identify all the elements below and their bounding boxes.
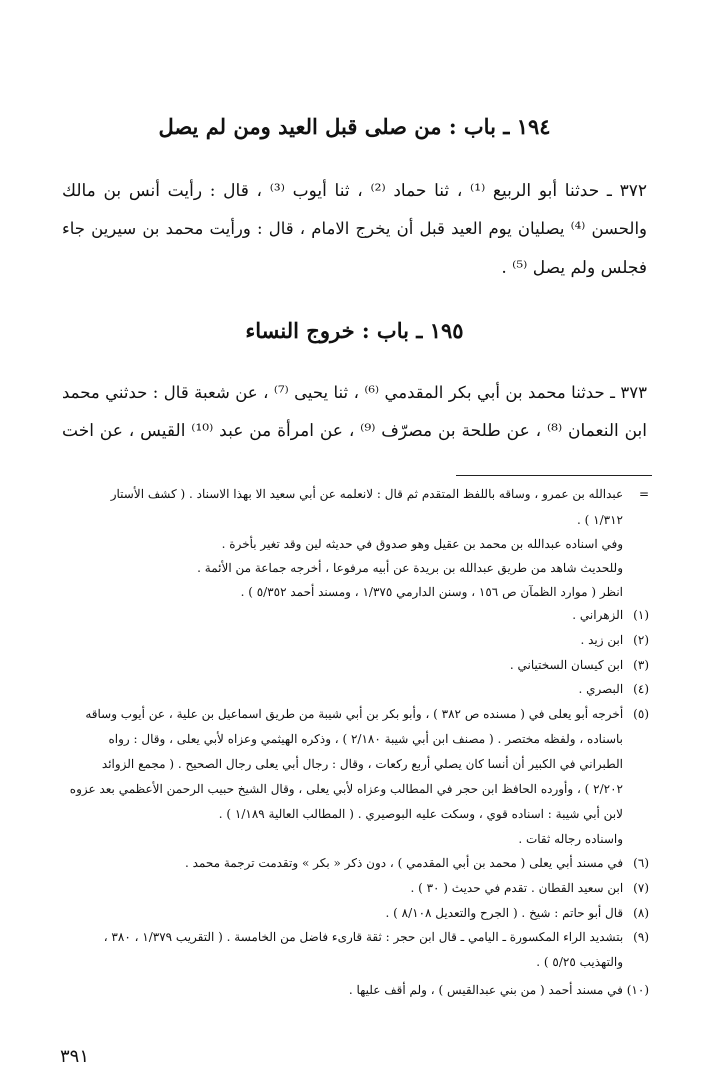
footnote-line [54, 781, 623, 797]
footnote-text: قال أبو حاتم : شيخ . ( الجرح والتعديل ٨/١٠٨ ) . [385, 906, 624, 920]
footnote-text: باسناده ، ولفظه مختصر . ( مصنف ابن أبي شيبة ٢/١٨٠ ) ، وذكره الهيثمي وعزاه لأبي يعلى ، وقال : رواه [108, 732, 623, 746]
footnote-text: عبدالله بن عمرو ، وساقه باللفظ المتقدم ثم قال : لانعلمه عن أبي سعيد الا بهذا الاسناد . ( كشف الأستار [110, 487, 624, 501]
footnote-separator [456, 475, 652, 476]
footnote-text: أخرجه أبو يعلى في ( مسنده ص ٣٨٢ ) ، وأبو بكر بن أبي شيبة من طريق اسماعيل بن علية ، عن أيوب وساقه [85, 707, 624, 721]
footnote-number: (٨) [633, 906, 649, 920]
footnote-number: (١٠) [626, 983, 649, 997]
footnote-text: في مسند أحمد ( من بني عبدالقيس ) ، ولم أقف عليها . [348, 983, 623, 997]
chapter-heading-195: ١٩٥ ـ باب : خروج النساء [245, 318, 464, 343]
footnote-text: في مسند أبي يعلى ( محمد بن أبي المقدمي ) ، دون ذكر « بكر » وتقدمت ترجمة محمد . [185, 856, 624, 870]
footnote-text: وفي اسناده عبدالله بن محمد بن عقيل وهو صدوق في حديثه لين وقد تغير بأخرة . [221, 537, 623, 551]
footnote-line [54, 560, 623, 576]
footnote-text: انظر ( موارد الظمآن ص ١٥٦ ، وسنن الدارمي ١/٣٧٥ ، ومسند أحمد ٥/٣٥٢ ) . [240, 585, 623, 599]
footnote-6 [54, 855, 649, 871]
footnote-number: (٤) [633, 682, 649, 696]
footnote-number: (٩) [633, 930, 649, 944]
footnote-number: (٢) [633, 633, 649, 647]
footnote-text: والتهذيب ٥/٢٥ ) . [536, 955, 623, 969]
footnote-2 [54, 632, 649, 648]
footnote-line [54, 954, 623, 970]
footnote-text: البصري . [578, 682, 624, 696]
footnote-text: الطبراني في الكبير أن أنسا كان يصلي أربع ركعات ، وقال : رجال أبي يعلى رجال الصحيح . ( مجمع الزوائد [101, 757, 623, 771]
footnote-number: (٥) [633, 707, 649, 721]
footnote-text: ابن كيسان السختياني . [509, 658, 624, 672]
footnote-line [54, 536, 623, 552]
hadith-372-line-3: فجلس ولم يصل ⁽⁵⁾ . [501, 258, 647, 278]
footnote-number: (٦) [633, 856, 649, 870]
footnote-line [54, 512, 623, 528]
footnote-text: ٢/٢٠٢ ) ، وأورده الحافظ ابن حجر في المطالب وعزاه لأبي يعلى ، وقال الشيخ حبيب الرحمن الأعظمي بعد عزوه [69, 782, 623, 796]
footnote-number: (٣) [633, 658, 649, 672]
footnote-text: الزهراني . [572, 608, 624, 622]
footnote-text: ابن سعيد القطان . تقدم في حديث ( ٣٠ ) . [410, 881, 624, 895]
footnote-line [54, 584, 623, 600]
footnote-line [54, 486, 649, 502]
footnote-text: لابن أبي شيبة : اسناده قوي ، وسكت عليه البوصيري . ( المطالب العالية ١/١٨٩ ) . [218, 807, 623, 821]
hadith-372-line-2: والحسن ⁽⁴⁾ يصليان يوم العيد قبل أن يخرج الامام ، قال : ورأيت محمد بن سيرين جاء [62, 219, 647, 238]
footnote-text: وللحديث شاهد من طريق عبدالله بن بريدة عن أبيه مرفوعا ، أخرجه جماعة من الأئمة . [197, 561, 623, 575]
footnote-line [54, 756, 623, 772]
hadith-373-line-2: ابن النعمان ⁽⁸⁾ ، عن طلحة بن مصرّف ⁽⁹⁾ ، عن امرأة من عبد ⁽¹⁰⁾ القيس ، عن اخت [62, 421, 647, 441]
chapter-heading-194: ١٩٤ ـ باب : من صلى قبل العيد ومن لم يصل [158, 114, 551, 139]
footnote-line [54, 806, 623, 822]
footnote-text: ابن زيد . [580, 633, 624, 647]
hadith-372-line-1: ٣٧٢ ـ حدثنا أبو الربيع ⁽¹⁾ ، ثنا حماد ⁽²⁾ ، ثنا أيوب ⁽³⁾ ، قال : رأيت أنس بن مالك [62, 181, 648, 201]
footnote-text: واسناده رجاله ثقات . [518, 832, 623, 846]
footnote-1 [54, 607, 649, 623]
footnote-3 [54, 657, 649, 673]
footnote-8 [54, 905, 649, 921]
footnote-9 [54, 929, 649, 945]
footnote-4 [54, 681, 649, 697]
page-number: ٣٩١ [60, 1046, 90, 1067]
footnote-text: ١/٣١٢ ) . [577, 513, 623, 527]
footnote-5 [54, 706, 649, 722]
footnote-text: بتشديد الراء المكسورة ـ اليامي ـ قال ابن حجر : ثقة قارىء فاضل من الخامسة . ( التقريب ١/٣٧٩ ، ٣٨٠ ، [103, 930, 624, 944]
hadith-373-line-1: ٣٧٣ ـ حدثنا محمد بن أبي بكر المقدمي ⁽⁶⁾ ، ثنا يحيى ⁽⁷⁾ ، عن شعبة قال : حدثني محمد [62, 383, 647, 402]
footnote-10 [54, 982, 649, 998]
footnote-number: (٧) [633, 881, 649, 895]
footnote-7 [54, 880, 649, 896]
footnote-number: = [638, 487, 649, 501]
footnote-line [54, 731, 623, 747]
footnote-number: (١) [633, 608, 649, 622]
footnote-line [54, 831, 623, 847]
